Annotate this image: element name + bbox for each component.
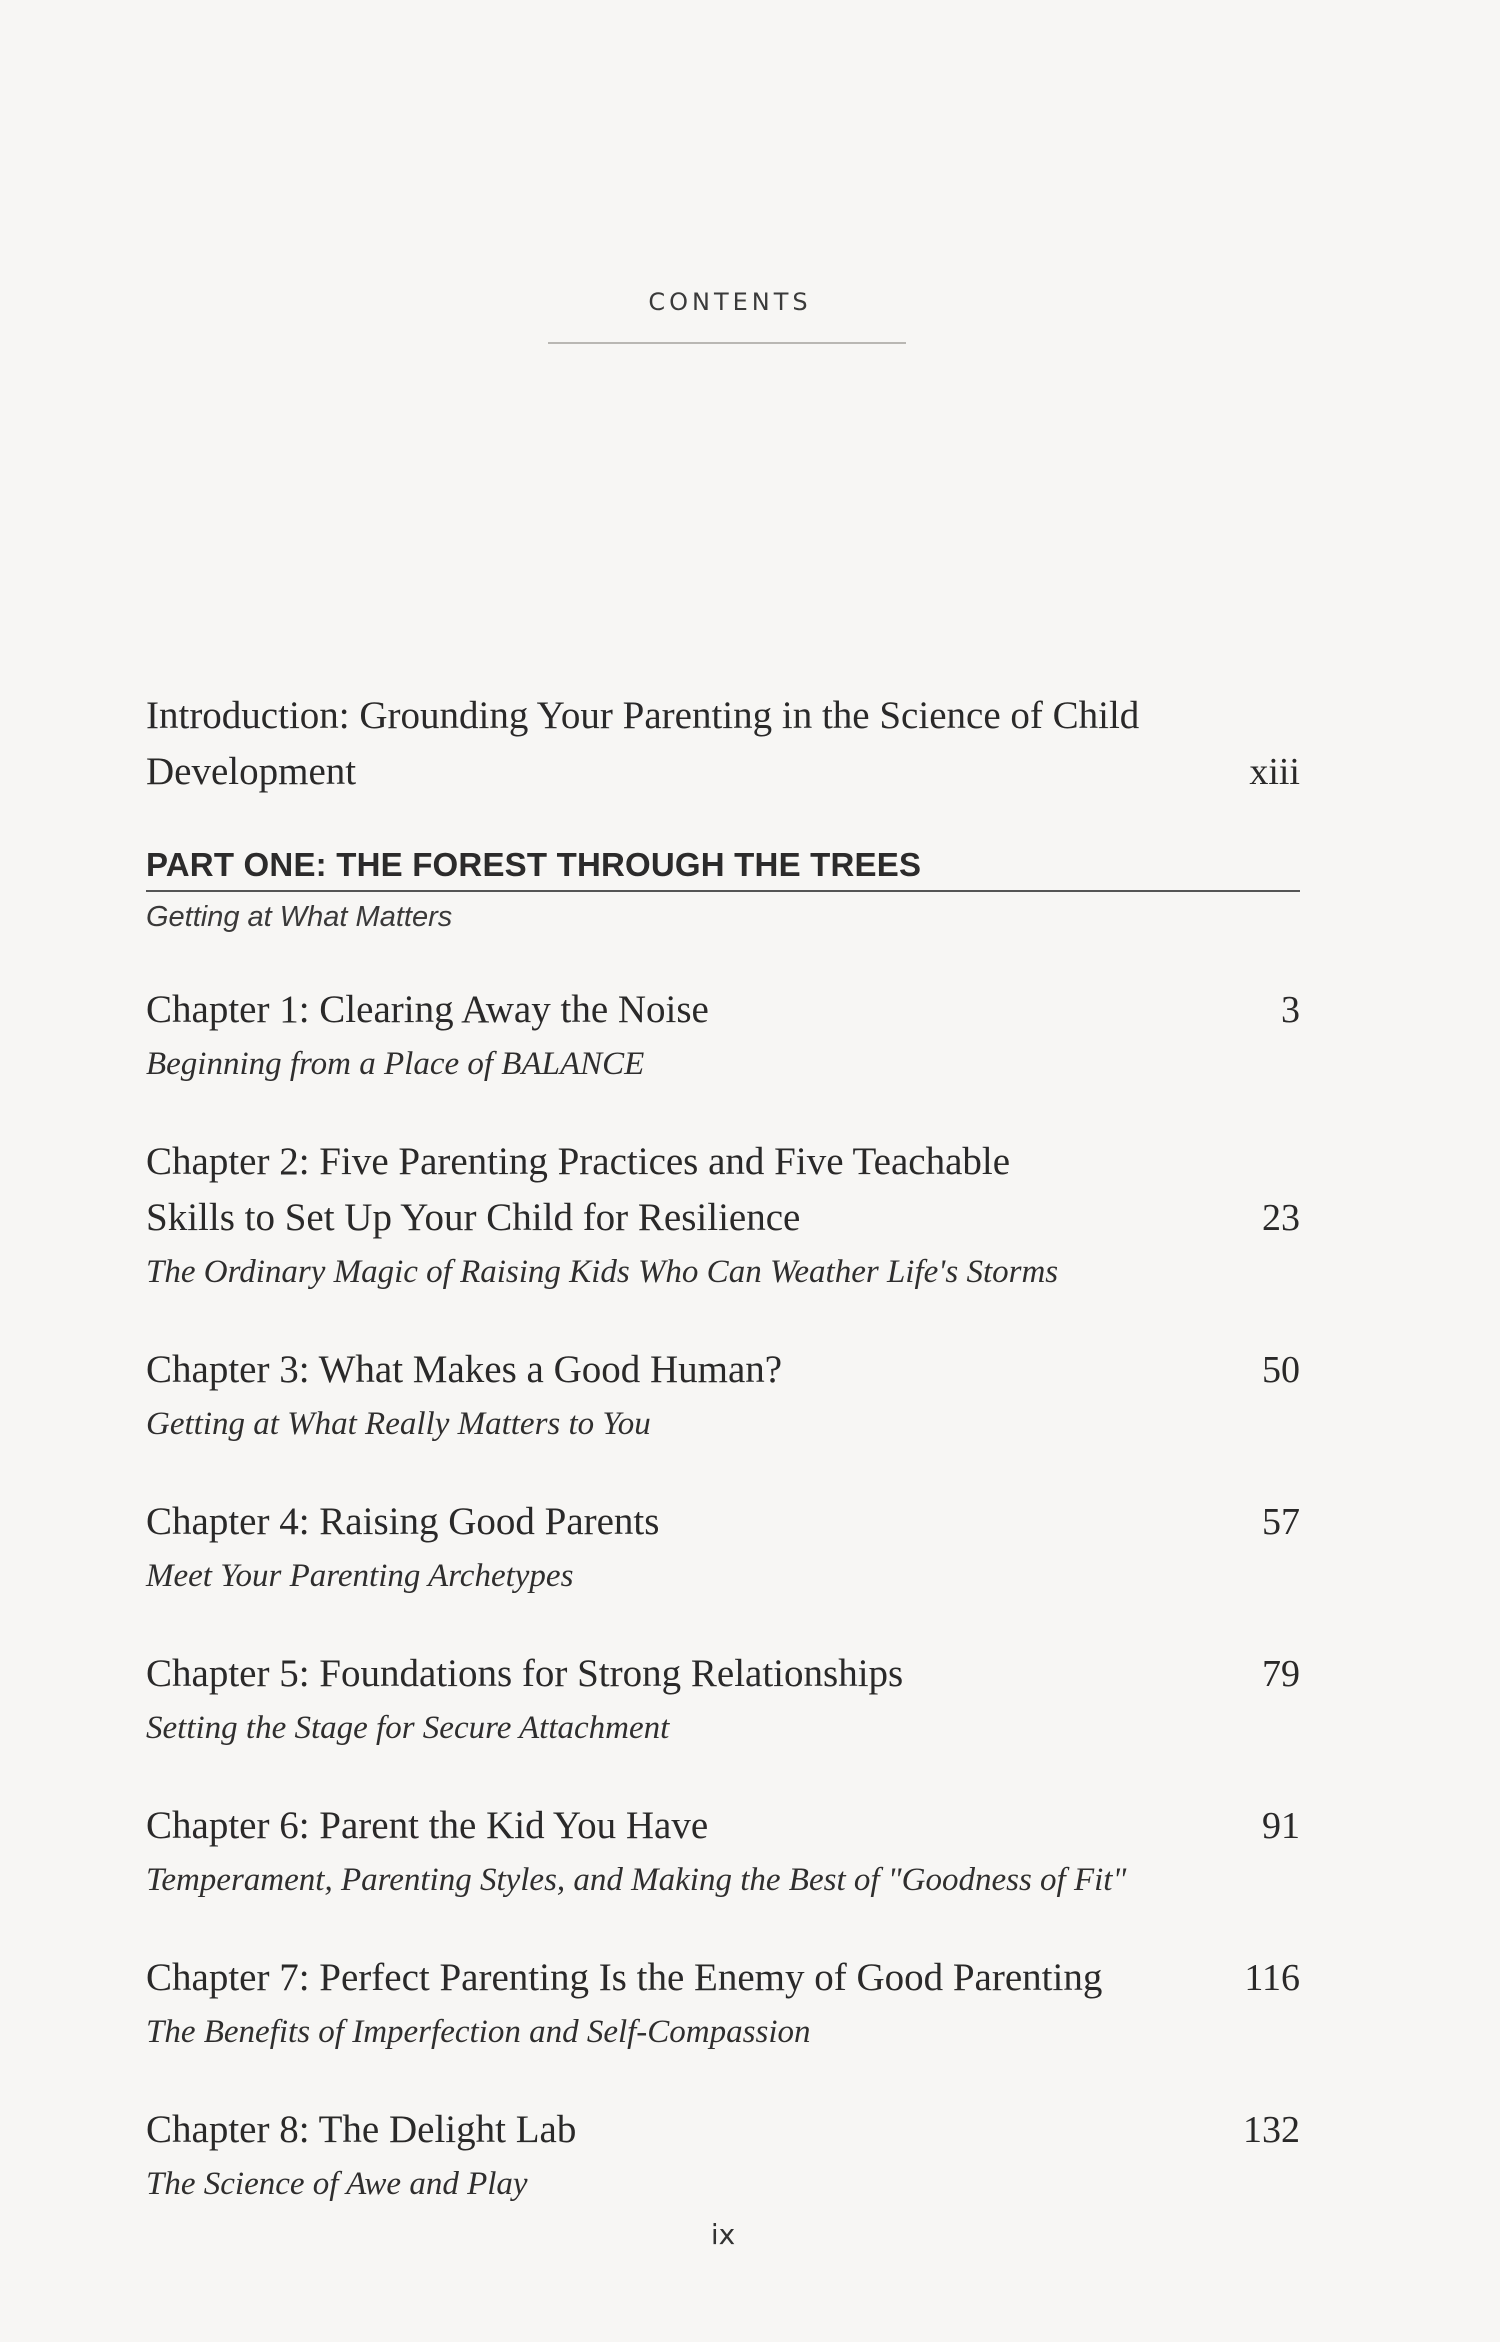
toc-entry-page: 3 <box>1281 989 1300 1031</box>
toc-entry-chapter-1 <box>146 982 1306 1090</box>
toc-entry-title: Chapter 5: Foundations for Strong Relationships <box>146 1652 904 1695</box>
part-one-heading <box>146 844 1306 942</box>
part-title: PART ONE: THE FOREST THROUGH THE TREES <box>146 844 1300 892</box>
toc-entry-chapter-8 <box>146 2102 1306 2210</box>
toc-entry-page: 79 <box>1262 1653 1300 1695</box>
part-subtitle: Getting at What Matters <box>146 901 453 933</box>
toc-entry-chapter-4 <box>146 1494 1306 1602</box>
page-number: ix <box>710 2218 736 2251</box>
table-of-contents <box>146 688 1306 2254</box>
running-head: CONTENTS <box>648 288 812 316</box>
toc-entry-title: Chapter 1: Clearing Away the Noise <box>146 988 709 1031</box>
toc-entry-page: 132 <box>1243 2109 1300 2151</box>
toc-entry-title: Chapter 4: Raising Good Parents <box>146 1500 660 1543</box>
toc-entry-title: Chapter 8: The Delight Lab <box>146 2108 577 2151</box>
toc-entry-introduction <box>146 688 1306 800</box>
toc-entry-page: 116 <box>1244 1957 1300 1999</box>
toc-entry-title: Introduction: Grounding Your Parenting in the Science of Child Development <box>146 694 1140 793</box>
toc-entry-title: Chapter 2: Five Parenting Practices and Five Teachable Skills to Set Up Your Child for Resilience <box>146 1140 1011 1239</box>
toc-entry-subtitle: The Ordinary Magic of Raising Kids Who Can Weather Life's Storms <box>146 1254 1059 1290</box>
toc-entry-chapter-5 <box>146 1646 1306 1754</box>
running-head-rule <box>548 342 906 344</box>
toc-entry-chapter-7 <box>146 1950 1306 2058</box>
toc-entry-subtitle: Temperament, Parenting Styles, and Making the Best of "Goodness of Fit" <box>146 1862 1127 1898</box>
toc-entry-page: xiii <box>1249 751 1300 793</box>
toc-entry-subtitle: Meet Your Parenting Archetypes <box>146 1558 574 1594</box>
toc-entry-subtitle: Setting the Stage for Secure Attachment <box>146 1710 670 1746</box>
toc-entry-page: 23 <box>1262 1197 1300 1239</box>
toc-entry-title: Chapter 6: Parent the Kid You Have <box>146 1804 709 1847</box>
toc-entry-chapter-2 <box>146 1134 1306 1298</box>
toc-entry-subtitle: Beginning from a Place of BALANCE <box>146 1046 645 1082</box>
toc-entry-page: 57 <box>1262 1501 1300 1543</box>
toc-entry-chapter-3 <box>146 1342 1306 1450</box>
toc-entry-title: Chapter 7: Perfect Parenting Is the Enemy of Good Parenting <box>146 1956 1103 1999</box>
toc-entry-subtitle: Getting at What Really Matters to You <box>146 1406 651 1442</box>
toc-entry-subtitle: The Science of Awe and Play <box>146 2166 528 2202</box>
toc-entry-page: 91 <box>1262 1805 1300 1847</box>
toc-entry-chapter-6 <box>146 1798 1306 1906</box>
toc-entry-title: Chapter 3: What Makes a Good Human? <box>146 1348 783 1391</box>
toc-entry-page: 50 <box>1262 1349 1300 1391</box>
toc-entry-subtitle: The Benefits of Imperfection and Self-Compassion <box>146 2014 811 2050</box>
